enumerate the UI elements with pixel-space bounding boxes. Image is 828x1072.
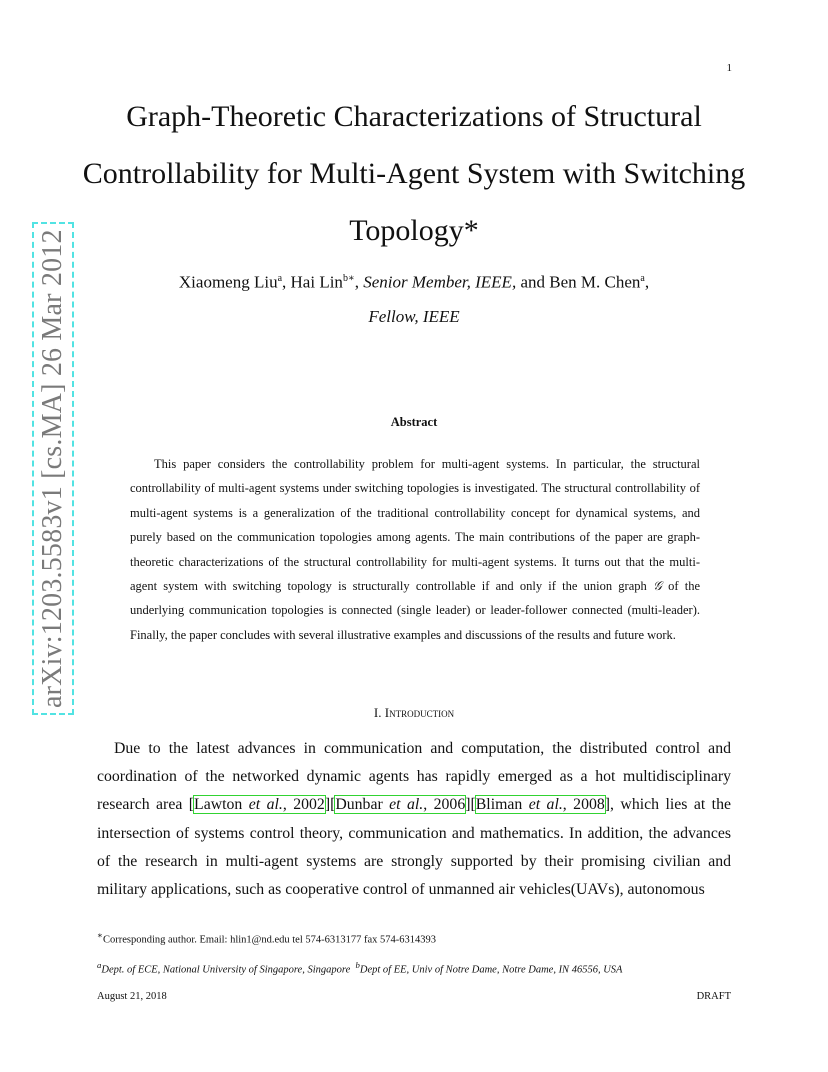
section-heading (80, 705, 748, 721)
abstract-heading: Abstract (390, 415, 438, 429)
footer-status: DRAFT (696, 991, 731, 1002)
introduction-paragraph (97, 735, 731, 904)
page-number: 1 (726, 62, 732, 74)
citation-link-bliman[interactable]: Bliman et al., 2008 (475, 796, 605, 814)
author-role: Fellow, IEEE (368, 306, 460, 326)
abstract-text-part: This paper considers the controllability problem for multi-agent systems. In particular, the structural controllability of multi-agent systems under switching topologies is investigated. The structural controllability of multi-agent systems is a generalization of the traditional controllability concept for dynamical systems, and purely based on the communication topologies among agents. The main contributions of the paper are graph-theoretic characterizations of the structural controllability for multi-agent systems. It turns out that the multi-agent system with switching topology is structurally controllable if and only if the union graph (130, 457, 700, 594)
abstract-text-part: of the underlying communication topologies is connected (single leader) or leader-follower connected (multi-leader). Finally, the paper concludes with several illustrative examples and discussions of the results and future work. (130, 579, 701, 642)
affiliation-mark: a (640, 273, 645, 284)
author-name: Ben M. Chen (549, 272, 641, 292)
citation-separator: ][ (465, 796, 476, 814)
section-number: I. (373, 705, 382, 720)
footnote-corresponding-author: ∗Corresponding author. Email: hlin1@nd.edu tel 574-6313177 fax 574-6314393 (97, 930, 437, 946)
citation-link-dunbar[interactable]: Dunbar et al., 2006 (335, 796, 466, 814)
citation-separator: ][ (324, 796, 336, 814)
paper-title: Graph-Theoretic Characterizations of Structural Controllability for Multi-Agent System with Switching Topology* (82, 100, 746, 247)
footer-date: August 21, 2018 (97, 991, 167, 1002)
affiliation-mark: a (277, 273, 283, 284)
footnotes (97, 923, 731, 982)
intro-text: ], which lies at the intersection of systems control theory, communication and mathematics. In addition, the advances of the research in multi-agent systems are strongly supported by their promising civilian and military applications, such as cooperative control of unmanned air vehicles(UAVs), autonomous (97, 796, 731, 899)
intro-text: Due to the latest advances in communication and computation, the distributed control and coordination of the networked dynamic agents has rapidly emerged as a hot multidisciplinary research area [ (97, 740, 731, 814)
citation-link-lawton[interactable]: Lawton et al., 2002 (194, 796, 325, 814)
footnote-affiliations: $^a$Dept. of ECE, National University of Singapore, Singapore $^b$Dept of EE, Univ of Notre Dame, Notre Dame, IN 46556, USA (97, 959, 623, 975)
affiliation-mark: b∗ (342, 273, 355, 284)
abstract-text (130, 452, 700, 647)
author-name: Xiaomeng Liu (178, 272, 278, 292)
section-title: Introduction (384, 705, 455, 720)
author-conjunction: and (520, 272, 545, 292)
author-name: Hai Lin (290, 272, 343, 292)
author-role: Senior Member, IEEE, (363, 272, 517, 292)
union-graph-symbol: 𝒢 (652, 579, 662, 594)
author-list: Xiaomeng Liu$^a$, Hai Lin$^{b∗}$, Senior Member, IEEE, and Ben M. Chen$^a$, Fellow, IEEE (178, 272, 650, 326)
arxiv-identifier-stamp[interactable]: arXiv:1203.5583v1 [cs.MA] 26 Mar 2012 (35, 225, 71, 712)
